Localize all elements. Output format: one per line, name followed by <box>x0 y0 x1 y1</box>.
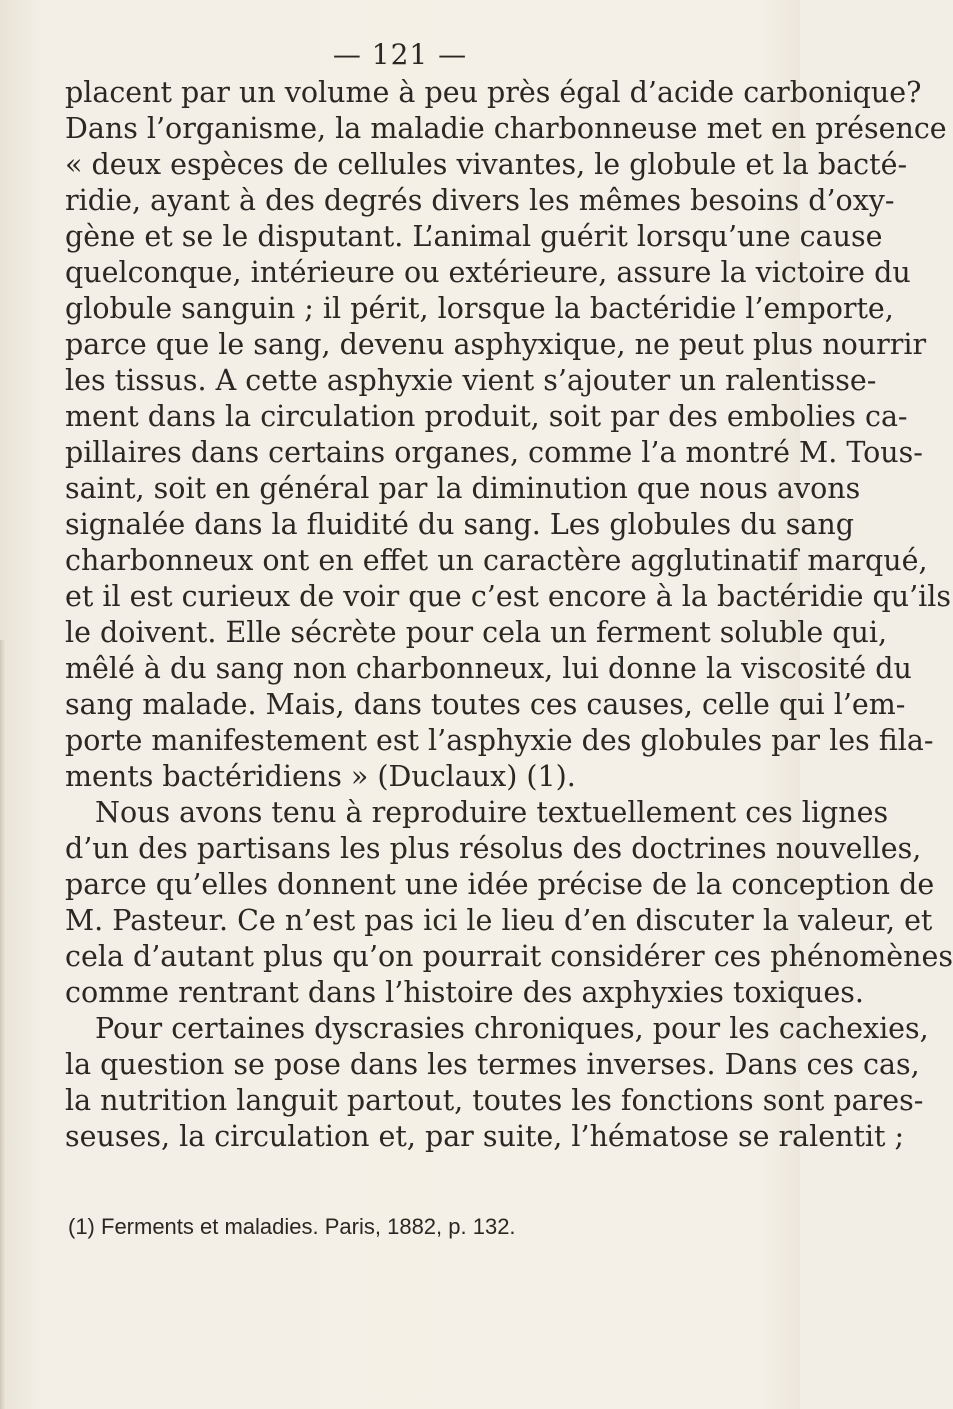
text-line: ment dans la circulation produit, soit par des embolies ca- <box>65 400 908 433</box>
text-line: sang malade. Mais, dans toutes ces causes, celle qui l’em- <box>65 688 906 721</box>
page-number-header: — 121 — <box>332 38 468 71</box>
text-line: seuses, la circulation et, par suite, l’hématose se ralentit ; <box>65 1120 905 1153</box>
text-line: cela d’autant plus qu’on pourrait considérer ces phénomènes <box>65 940 953 973</box>
text-line: charbonneux ont en effet un caractère agglutinatif marqué, <box>65 544 928 577</box>
body-text <box>65 75 953 1155</box>
text-line: placent par un volume à peu près égal d’acide carbonique? <box>65 76 922 109</box>
text-line: la question se pose dans les termes inverses. Dans ces cas, <box>65 1048 920 1081</box>
text-line: d’un des partisans les plus résolus des doctrines nouvelles, <box>65 832 922 865</box>
text-line: ments bactéridiens » (Duclaux) (1). <box>65 760 576 793</box>
text-line: saint, soit en général par la diminution que nous avons <box>65 472 861 505</box>
text-line: parce qu’elles donnent une idée précise de la conception de <box>65 868 935 901</box>
text-line: signalée dans la fluidité du sang. Les globules du sang <box>65 508 855 541</box>
text-line: Dans l’organisme, la maladie charbonneuse met en présence <box>65 112 947 145</box>
text-line: gène et se le disputant. L’animal guérit lorsqu’une cause <box>65 220 883 253</box>
text-line: « deux espèces de cellules vivantes, le globule et la bacté- <box>65 148 908 181</box>
text-line: M. Pasteur. Ce n’est pas ici le lieu d’en discuter la valeur, et <box>65 904 933 937</box>
footnote: (1) Ferments et maladies. Paris, 1882, p. 132. <box>68 1214 516 1239</box>
text-line: quelconque, intérieure ou extérieure, assure la victoire du <box>65 256 911 289</box>
text-line: la nutrition languit partout, toutes les fonctions sont pares- <box>65 1084 924 1117</box>
binding-edge <box>0 640 6 1409</box>
text-line: comme rentrant dans l’histoire des axphyxies toxiques. <box>65 976 864 1009</box>
text-line: et il est curieux de voir que c’est encore à la bactéridie qu’ils <box>65 580 952 613</box>
text-line: globule sanguin ; il périt, lorsque la bactéridie l’emporte, <box>65 292 894 325</box>
text-line: Nous avons tenu à reproduire textuellement ces lignes <box>95 796 889 829</box>
text-line: pillaires dans certains organes, comme l’a montré M. Tous- <box>65 436 923 469</box>
text-line: mêlé à du sang non charbonneux, lui donne la viscosité du <box>65 652 912 685</box>
text-line: Pour certaines dyscrasies chroniques, pour les cachexies, <box>95 1012 929 1045</box>
text-line: ridie, ayant à des degrés divers les mêmes besoins d’oxy- <box>65 184 895 217</box>
text-line: les tissus. A cette asphyxie vient s’ajouter un ralentisse- <box>65 364 877 397</box>
text-line: parce que le sang, devenu asphyxique, ne peut plus nourrir <box>65 328 927 361</box>
text-line: le doivent. Elle sécrète pour cela un ferment soluble qui, <box>65 616 888 649</box>
text-line: porte manifestement est l’asphyxie des globules par les fila- <box>65 724 934 757</box>
